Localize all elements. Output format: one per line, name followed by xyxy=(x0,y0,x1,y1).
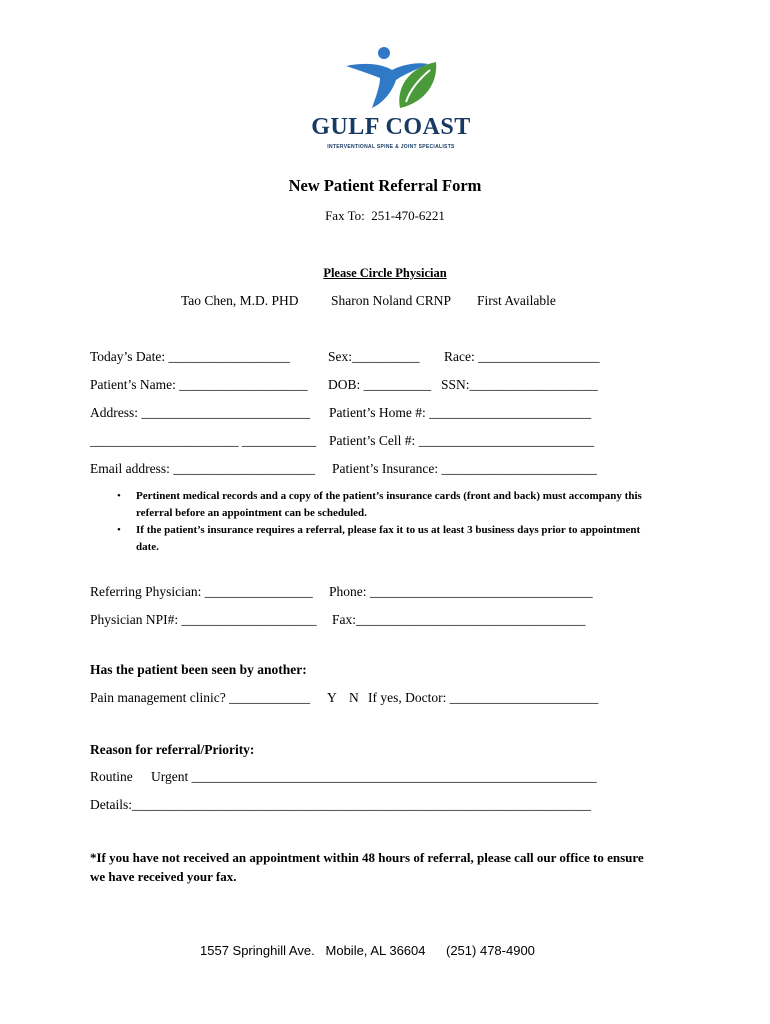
logo-wordmark: GULF COAST xyxy=(311,114,471,140)
insurance-field[interactable]: Patient’s Insurance: _______________________ xyxy=(332,461,597,476)
pain-clinic-field[interactable]: Pain management clinic? ____________ xyxy=(90,690,311,705)
physician-phone-field[interactable]: Phone: _________________________________ xyxy=(329,584,593,599)
sex-field[interactable]: Sex:__________ xyxy=(328,349,420,364)
priority-routine-option[interactable]: Routine xyxy=(90,769,133,784)
todays-date-field[interactable]: Today’s Date: __________________ xyxy=(90,349,291,364)
appointment-notice: *If you have not received an appointment within 48 hours of referral, please call our office to ensure we have received your fax. xyxy=(90,850,644,884)
ssn-field[interactable]: SSN:___________________ xyxy=(441,377,598,392)
home-phone-field[interactable]: Patient’s Home #: ________________________ xyxy=(329,405,592,420)
seen-doctor-field[interactable]: If yes, Doctor: ______________________ xyxy=(368,690,599,705)
physician-option-first-available[interactable]: First Available xyxy=(477,293,556,308)
physician-option-noland[interactable]: Sharon Noland CRNP xyxy=(331,293,452,308)
gulf-coast-logo xyxy=(296,44,486,156)
patient-name-field[interactable]: Patient’s Name: ___________________ xyxy=(90,377,308,392)
form-title: New Patient Referral Form xyxy=(288,176,482,195)
physician-option-chen[interactable]: Tao Chen, M.D. PHD xyxy=(181,293,299,308)
physician-fax-field[interactable]: Fax:__________________________________ xyxy=(332,612,586,627)
address-line-2-field[interactable]: ______________________ ___________ xyxy=(90,433,317,448)
race-field[interactable]: Race: __________________ xyxy=(444,349,600,364)
seen-no-option[interactable]: N xyxy=(349,690,359,705)
priority-urgent-field[interactable]: Urgent ____________________________________________________________ xyxy=(151,769,597,784)
dob-field[interactable]: DOB: __________ xyxy=(328,377,432,392)
office-address: 1557 Springhill Ave. Mobile, AL 36604 xyxy=(200,943,426,958)
fax-line: Fax To: 251-470-6221 xyxy=(325,208,445,223)
referral-note: If the patient’s insurance requires a referral, please fax it to us at least 3 business days prior to appointment date. xyxy=(136,524,641,553)
seen-yes-option[interactable]: Y xyxy=(327,690,337,705)
seen-heading: Has the patient been seen by another: xyxy=(90,662,307,677)
cell-phone-field[interactable]: Patient’s Cell #: __________________________ xyxy=(329,433,595,448)
bullet-icon: • xyxy=(117,524,121,536)
details-field[interactable]: Details:____________________________________________________________________ xyxy=(90,797,591,812)
reason-heading: Reason for referral/Priority: xyxy=(90,742,255,757)
physician-npi-field[interactable]: Physician NPI#: ____________________ xyxy=(90,612,317,627)
circle-physician-heading: Please Circle Physician xyxy=(323,266,447,280)
records-note: Pertinent medical records and a copy of the patient’s insurance cards (front and back) must accompany this referral before an appointment can be scheduled. xyxy=(136,490,642,519)
office-phone: (251) 478-4900 xyxy=(446,943,535,958)
logo-tagline: INTERVENTIONAL SPINE & JOINT SPECIALISTS xyxy=(327,144,455,150)
bullet-icon: • xyxy=(117,490,121,502)
email-field[interactable]: Email address: _____________________ xyxy=(90,461,315,476)
spine-figure-icon xyxy=(296,44,486,114)
address-field[interactable]: Address: _________________________ xyxy=(90,405,311,420)
referring-physician-field[interactable]: Referring Physician: ________________ xyxy=(90,584,313,599)
